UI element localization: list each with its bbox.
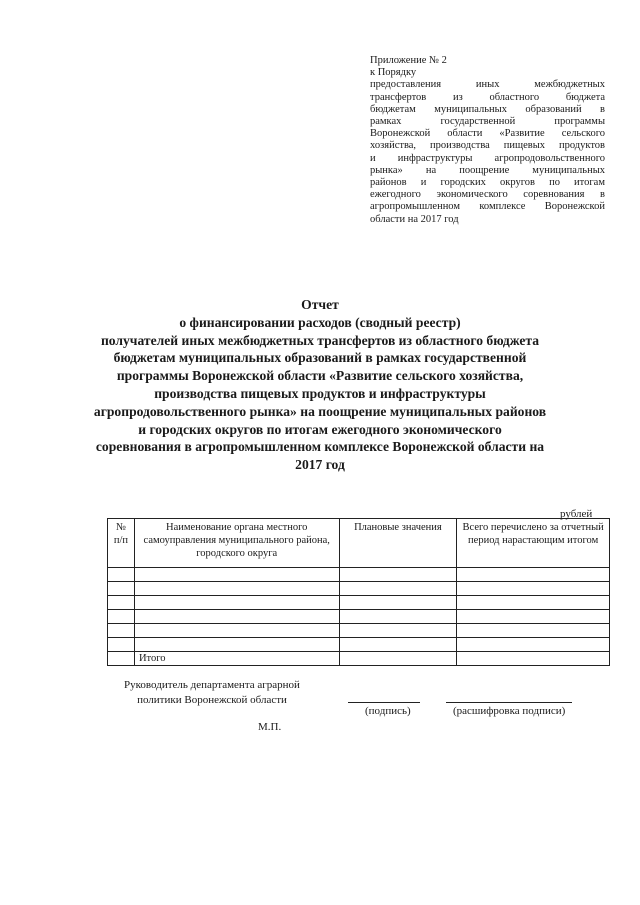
report-title	[80, 296, 560, 474]
signature-line	[348, 702, 420, 703]
table-row	[108, 568, 610, 582]
decode-line	[446, 702, 572, 703]
table-row	[108, 638, 610, 652]
title-line: Отчет	[301, 297, 339, 312]
annex-line: агропромышленном комплексе Воронежской	[370, 201, 605, 213]
annex-line: трансфертов из областного бюджета	[370, 91, 605, 103]
table-row	[108, 624, 610, 638]
signature-caption: (подпись)	[365, 705, 411, 717]
annex-line: хозяйства, производства пищевых продуктов	[370, 140, 605, 152]
annex-line: бюджетам муниципальных образований в	[370, 103, 605, 115]
title-line: агропродовольственного рынка» на поощрение муниципальных районов	[93, 403, 547, 419]
title-line: производства пищевых продуктов и инфраструктуры	[154, 385, 486, 401]
title-line: получателей иных межбюджетных трансфертов из областного бюджета	[100, 332, 540, 348]
stamp-place: М.П.	[258, 721, 282, 733]
table-row	[108, 610, 610, 624]
signatory-position: Руководитель департамента аграрной политики Воронежской области	[124, 679, 300, 706]
table-row	[108, 596, 610, 610]
table-header-row	[108, 519, 610, 568]
annex-line: рамках государственной программы	[370, 116, 605, 128]
annex-line: к Порядку	[370, 67, 417, 79]
col-header-organ: Наименование органа местного самоуправления муниципального района, городского округа	[134, 519, 339, 568]
annex-line: предоставления иных межбюджетных	[370, 79, 605, 91]
annex-line: и инфраструктуры агропродовольственного	[370, 152, 605, 164]
col-header-transferred: Всего перечислено за отчетный период нарастающим итогом	[457, 519, 610, 568]
title-line: программы Воронежской области «Развитие сельского хозяйства,	[116, 368, 524, 384]
annex-line: районов и городских округов по итогам	[370, 177, 605, 189]
table-row	[108, 582, 610, 596]
annex-line: ежегодного экономического соревнования в	[370, 189, 605, 201]
annex-block	[370, 55, 605, 226]
table-total-row	[108, 652, 610, 666]
report-table	[107, 518, 610, 666]
title-line: соревнования в агропромышленном комплексе Воронежской области на	[95, 439, 545, 455]
col-header-number: № п/п	[108, 519, 135, 568]
title-line: бюджетам муниципальных образований в рамках государственной	[113, 350, 527, 366]
currency-unit: рублей	[560, 508, 593, 520]
title-line: 2017 год	[295, 457, 345, 473]
col-header-plan: Плановые значения	[339, 519, 457, 568]
total-label: Итого	[134, 652, 339, 666]
title-line: и городских округов по итогам ежегодного экономического	[138, 421, 502, 437]
annex-line: Приложение № 2	[370, 55, 447, 66]
decode-caption: (расшифровка подписи)	[453, 705, 566, 717]
annex-line: области на 2017 год	[370, 213, 459, 225]
annex-line: Воронежской области «Развитие сельского	[370, 128, 605, 140]
annex-line: рынка» на поощрение муниципальных	[370, 164, 605, 176]
title-line: о финансировании расходов (сводный реестр)	[179, 314, 461, 330]
